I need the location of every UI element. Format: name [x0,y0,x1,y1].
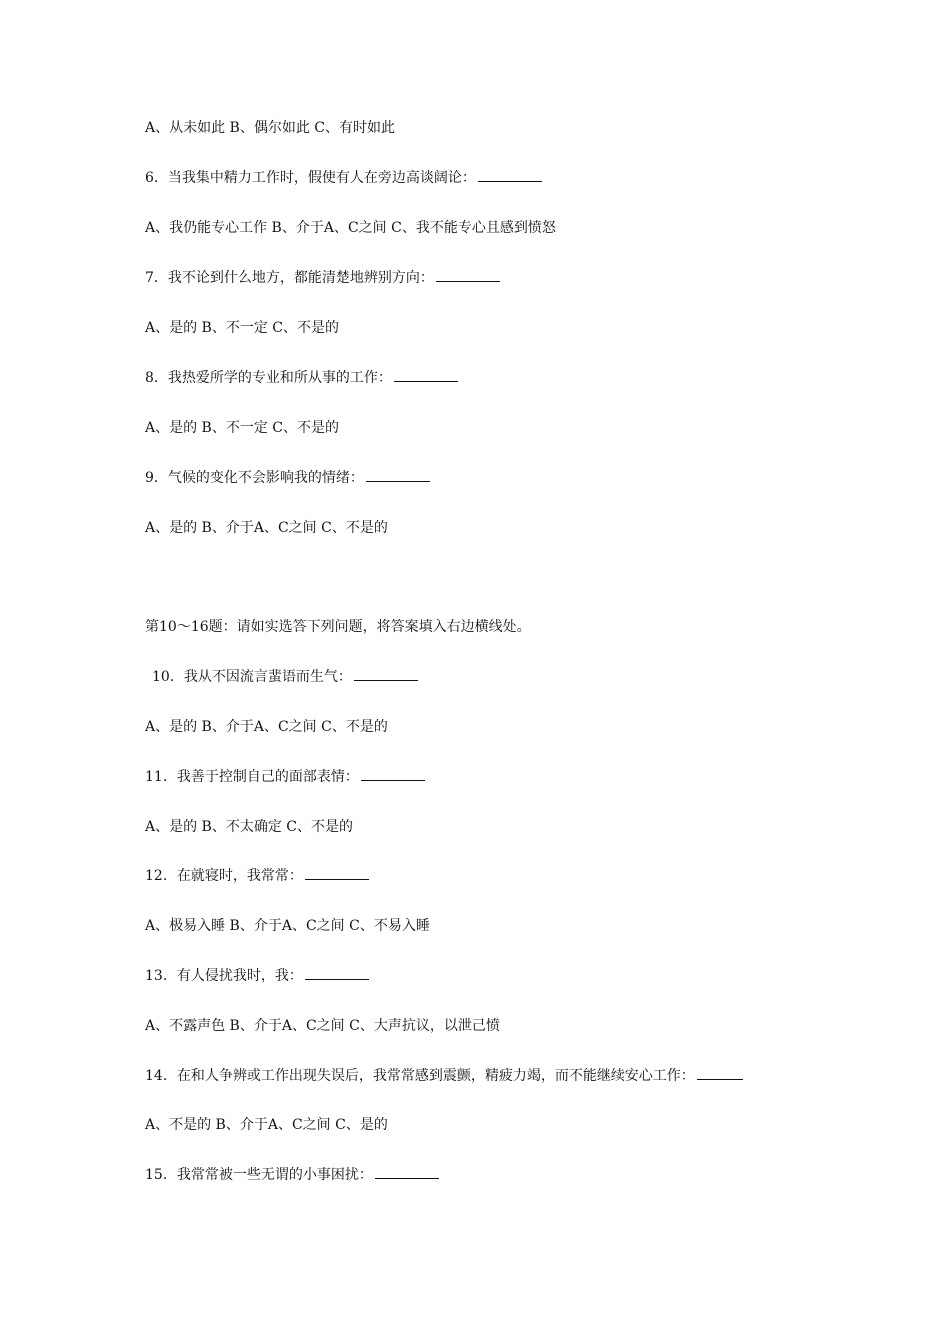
options-q5 [145,118,395,138]
answer-blank[interactable] [436,269,500,282]
answer-blank[interactable] [361,768,425,781]
options-q7 [145,318,339,338]
question-13 [145,966,369,986]
line-text: A、是的 B、介于A、C之间 C、不是的 [145,719,388,735]
answer-blank[interactable] [478,169,542,182]
line-text: 9．气候的变化不会影响我的情绪： [145,470,364,486]
line-text: A、不露声色 B、介于A、C之间 C、大声抗议，以泄己愤 [145,1018,500,1034]
line-text: A、不是的 B、介于A、C之间 C、是的 [145,1117,388,1133]
line-text: 12．在就寝时，我常常： [145,868,303,884]
question-11 [145,767,425,787]
line-text: A、是的 B、不一定 C、不是的 [145,320,340,336]
line-text: 7．我不论到什么地方，都能清楚地辨别方向： [145,270,434,286]
line-text: A、是的 B、介于A、C之间 C、不是的 [145,520,388,536]
line-text: 14．在和人争辨或工作出现失误后，我常常感到震颤，精疲力竭，而不能继续安心工作： [145,1068,695,1084]
options-q10 [145,717,388,737]
line-text: A、是的 B、不一定 C、不是的 [145,420,340,436]
options-q12 [145,916,430,936]
line-text: 8．我热爱所学的专业和所从事的工作： [145,370,392,386]
question-6 [145,168,542,188]
line-text: A、我仍能专心工作 B、介于A、C之间 C、我不能专心且感到愤怒 [145,220,556,236]
question-12 [145,866,369,886]
line-text: A、是的 B、不太确定 C、不是的 [145,819,354,835]
line-text: A、从未如此 B、偶尔如此 C、有时如此 [145,120,396,136]
question-8 [145,368,458,388]
question-10 [152,667,418,687]
answer-blank[interactable] [375,1166,439,1179]
answer-blank[interactable] [305,867,369,880]
line-text: 11．我善于控制自己的面部表情： [145,769,359,785]
answer-blank[interactable] [354,668,418,681]
answer-blank[interactable] [305,967,369,980]
line-text: 15．我常常被一些无谓的小事困扰： [145,1167,373,1183]
options-q11 [145,817,353,837]
line-text: 第10～16题：请如实选答下列问题，将答案填入右边横线处。 [145,619,531,635]
question-7 [145,268,500,288]
answer-blank[interactable] [394,369,458,382]
options-q8 [145,418,339,438]
options-q6 [145,218,556,238]
options-q13 [145,1016,500,1036]
section-instruction [145,617,531,637]
answer-blank[interactable] [366,469,430,482]
options-q14 [145,1115,388,1135]
question-14 [145,1066,743,1086]
line-text: 10．我从不因流言蜚语而生气： [152,669,352,685]
options-q9 [145,518,388,538]
question-9 [145,468,430,488]
question-15 [145,1165,439,1185]
answer-blank[interactable] [697,1067,743,1080]
line-text: 13．有人侵扰我时，我： [145,968,303,984]
line-text: A、极易入睡 B、介于A、C之间 C、不易入睡 [145,918,430,934]
line-text: 6．当我集中精力工作时，假使有人在旁边高谈阔论： [145,170,476,186]
